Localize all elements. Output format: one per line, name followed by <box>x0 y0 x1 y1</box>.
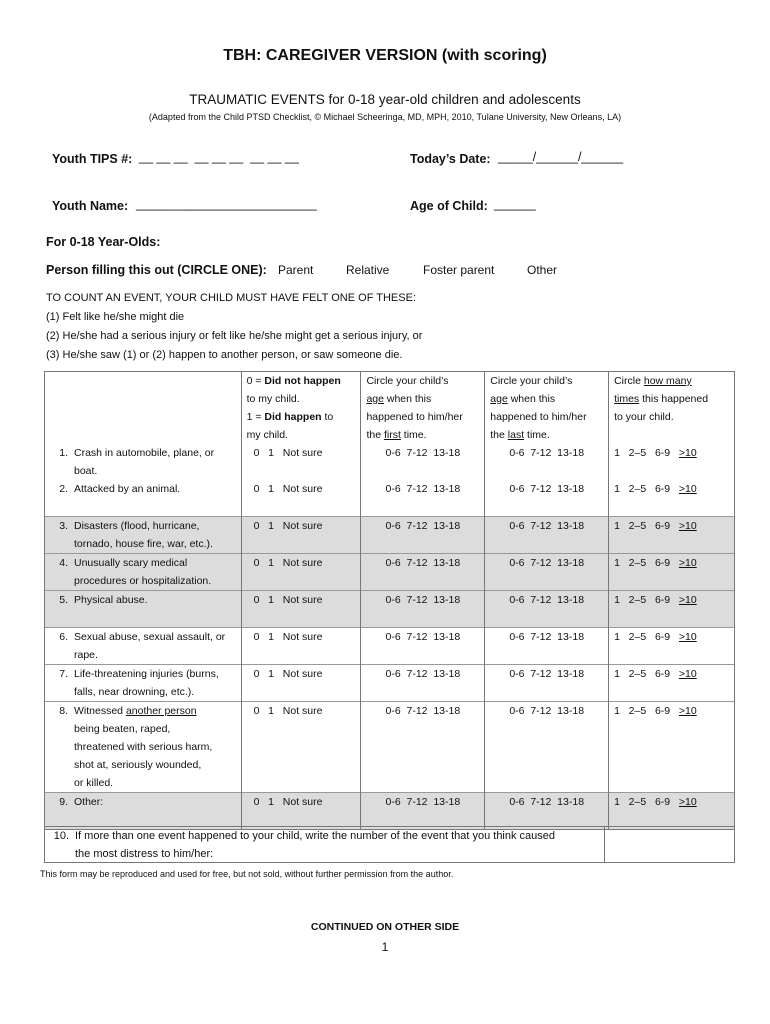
person-filling-label: Person filling this out (CIRCLE ONE): <box>46 263 267 277</box>
happened-choice[interactable]: 0 1 Not sure <box>241 517 361 554</box>
table-row <box>45 554 735 591</box>
table-row <box>45 444 735 480</box>
header-first-age: Circle your child’s age when this happened to him/her the first time. <box>361 372 485 445</box>
most-distress-answer-field[interactable] <box>605 826 735 863</box>
age-of-child-field[interactable]: ______ <box>494 197 536 211</box>
page-title: TBH: CAREGIVER VERSION (with scoring) <box>223 47 547 64</box>
last-age-choice[interactable]: 0-6 7-12 13-18 <box>485 793 609 830</box>
age-of-child-label: Age of Child: <box>410 199 488 213</box>
times-choice[interactable]: 1 2–5 6-9 >10 <box>609 517 735 554</box>
times-choice[interactable]: 1 2–5 6-9 >10 <box>609 554 735 591</box>
youth-tips-field[interactable]: __ __ __ __ __ __ __ __ __ <box>139 150 299 164</box>
instruction-line-3: (3) He/she saw (1) or (2) happen to another person, or saw someone die. <box>46 349 403 361</box>
last-age-choice[interactable]: 0-6 7-12 13-18 <box>485 591 609 628</box>
first-age-choice[interactable]: 0-6 7-12 13-18 <box>361 665 485 702</box>
times-choice[interactable]: 1 2–5 6-9 >10 <box>609 793 735 830</box>
youth-name-label: Youth Name: <box>52 199 129 213</box>
first-age-choice[interactable]: 0-6 7-12 13-18 <box>361 480 485 517</box>
times-choice[interactable]: 1 2–5 6-9 >10 <box>609 480 735 517</box>
page-number: 1 <box>381 940 389 954</box>
last-age-choice[interactable]: 0-6 7-12 13-18 <box>485 702 609 793</box>
happened-choice[interactable]: 0 1 Not sure <box>241 702 361 793</box>
happened-choice[interactable]: 0 1 Not sure <box>241 444 361 480</box>
item-text: 1. Crash in automobile, plane, or boat. <box>45 444 242 480</box>
happened-choice[interactable]: 0 1 Not sure <box>241 554 361 591</box>
last-age-choice[interactable]: 0-6 7-12 13-18 <box>485 480 609 517</box>
happened-choice[interactable]: 0 1 Not sure <box>241 591 361 628</box>
happened-choice[interactable]: 0 1 Not sure <box>241 480 361 517</box>
instruction-line-1: (1) Felt like he/she might die <box>46 311 185 323</box>
for-age-label: For 0-18 Year-Olds: <box>46 235 161 249</box>
option-other[interactable]: Other <box>527 263 558 277</box>
events-table <box>44 371 735 830</box>
table-row <box>45 628 735 665</box>
header-times: Circle how many times this happened to your child. <box>609 372 735 445</box>
item-text: 9. Other: <box>45 793 242 830</box>
adapted-note: (Adapted from the Child PTSD Checklist, © Michael Scheeringa, MD, MPH, 2010, Tulane University, New Orleans, LA) <box>148 112 622 122</box>
row10-line-2: the most distress to him/her: <box>75 848 214 860</box>
happened-choice[interactable]: 0 1 Not sure <box>241 793 361 830</box>
times-choice[interactable]: 1 2–5 6-9 >10 <box>609 591 735 628</box>
first-age-choice[interactable]: 0-6 7-12 13-18 <box>361 517 485 554</box>
first-age-choice[interactable]: 0-6 7-12 13-18 <box>361 591 485 628</box>
youth-name-field[interactable]: __________________________ <box>136 197 317 211</box>
last-age-choice[interactable]: 0-6 7-12 13-18 <box>485 665 609 702</box>
item-text: 4. Unusually scary medical procedures or hospitalization. <box>45 554 242 591</box>
row10-number: 10. <box>53 830 69 842</box>
first-age-choice[interactable]: 0-6 7-12 13-18 <box>361 444 485 480</box>
table-header-row <box>45 372 735 445</box>
footer-note: This form may be reproduced and used for free, but not sold, without further permission from the author. <box>40 869 454 879</box>
happened-choice[interactable]: 0 1 Not sure <box>241 628 361 665</box>
header-blank-cell <box>45 372 242 445</box>
times-choice[interactable]: 1 2–5 6-9 >10 <box>609 665 735 702</box>
table-row <box>45 480 735 517</box>
todays-date-label: Today’s Date: <box>410 152 491 166</box>
header-happened: 0 = Did not happen to my child. 1 = Did happen to my child. <box>241 372 361 445</box>
table-row <box>45 702 735 793</box>
table-row <box>45 665 735 702</box>
most-distress-row <box>44 826 605 863</box>
times-choice[interactable]: 1 2–5 6-9 >10 <box>609 628 735 665</box>
youth-tips-label: Youth TIPS #: <box>52 152 133 166</box>
table-row <box>45 793 735 830</box>
happened-choice[interactable]: 0 1 Not sure <box>241 665 361 702</box>
table-row <box>45 517 735 554</box>
todays-date-field[interactable]: _____/______/______ <box>498 150 624 164</box>
instruction-line-2: (2) He/she had a serious injury or felt like he/she might get a serious injury, or <box>46 330 423 342</box>
row10-line-1: If more than one event happened to your child, write the number of the event that you think caused <box>75 830 556 842</box>
last-age-choice[interactable]: 0-6 7-12 13-18 <box>485 554 609 591</box>
item-text: 2. Attacked by an animal. <box>45 480 242 517</box>
continued-note: CONTINUED ON OTHER SIDE <box>310 921 460 933</box>
last-age-choice[interactable]: 0-6 7-12 13-18 <box>485 444 609 480</box>
first-age-choice[interactable]: 0-6 7-12 13-18 <box>361 628 485 665</box>
item-text: 6. Sexual abuse, sexual assault, or rape. <box>45 628 242 665</box>
table-row <box>45 591 735 628</box>
first-age-choice[interactable]: 0-6 7-12 13-18 <box>361 793 485 830</box>
option-parent[interactable]: Parent <box>278 263 314 277</box>
item-text: 8. Witnessed another person being beaten, raped, threatened with serious harm, shot at, seriously wounded, or killed. <box>45 702 242 793</box>
times-choice[interactable]: 1 2–5 6-9 >10 <box>609 702 735 793</box>
page-subtitle: TRAUMATIC EVENTS for 0-18 year-old children and adolescents <box>189 92 581 107</box>
instructions-heading: TO COUNT AN EVENT, YOUR CHILD MUST HAVE FELT ONE OF THESE: <box>46 292 416 304</box>
item-text: 7. Life-threatening injuries (burns, falls, near drowning, etc.). <box>45 665 242 702</box>
last-age-choice[interactable]: 0-6 7-12 13-18 <box>485 517 609 554</box>
option-foster-parent[interactable]: Foster parent <box>423 263 495 277</box>
first-age-choice[interactable]: 0-6 7-12 13-18 <box>361 554 485 591</box>
first-age-choice[interactable]: 0-6 7-12 13-18 <box>361 702 485 793</box>
times-choice[interactable]: 1 2–5 6-9 >10 <box>609 444 735 480</box>
last-age-choice[interactable]: 0-6 7-12 13-18 <box>485 628 609 665</box>
item-text: 5. Physical abuse. <box>45 591 242 628</box>
header-last-age: Circle your child’s age when this happened to him/her the last time. <box>485 372 609 445</box>
option-relative[interactable]: Relative <box>346 263 390 277</box>
item-text: 3. Disasters (flood, hurricane, tornado, house fire, war, etc.). <box>45 517 242 554</box>
